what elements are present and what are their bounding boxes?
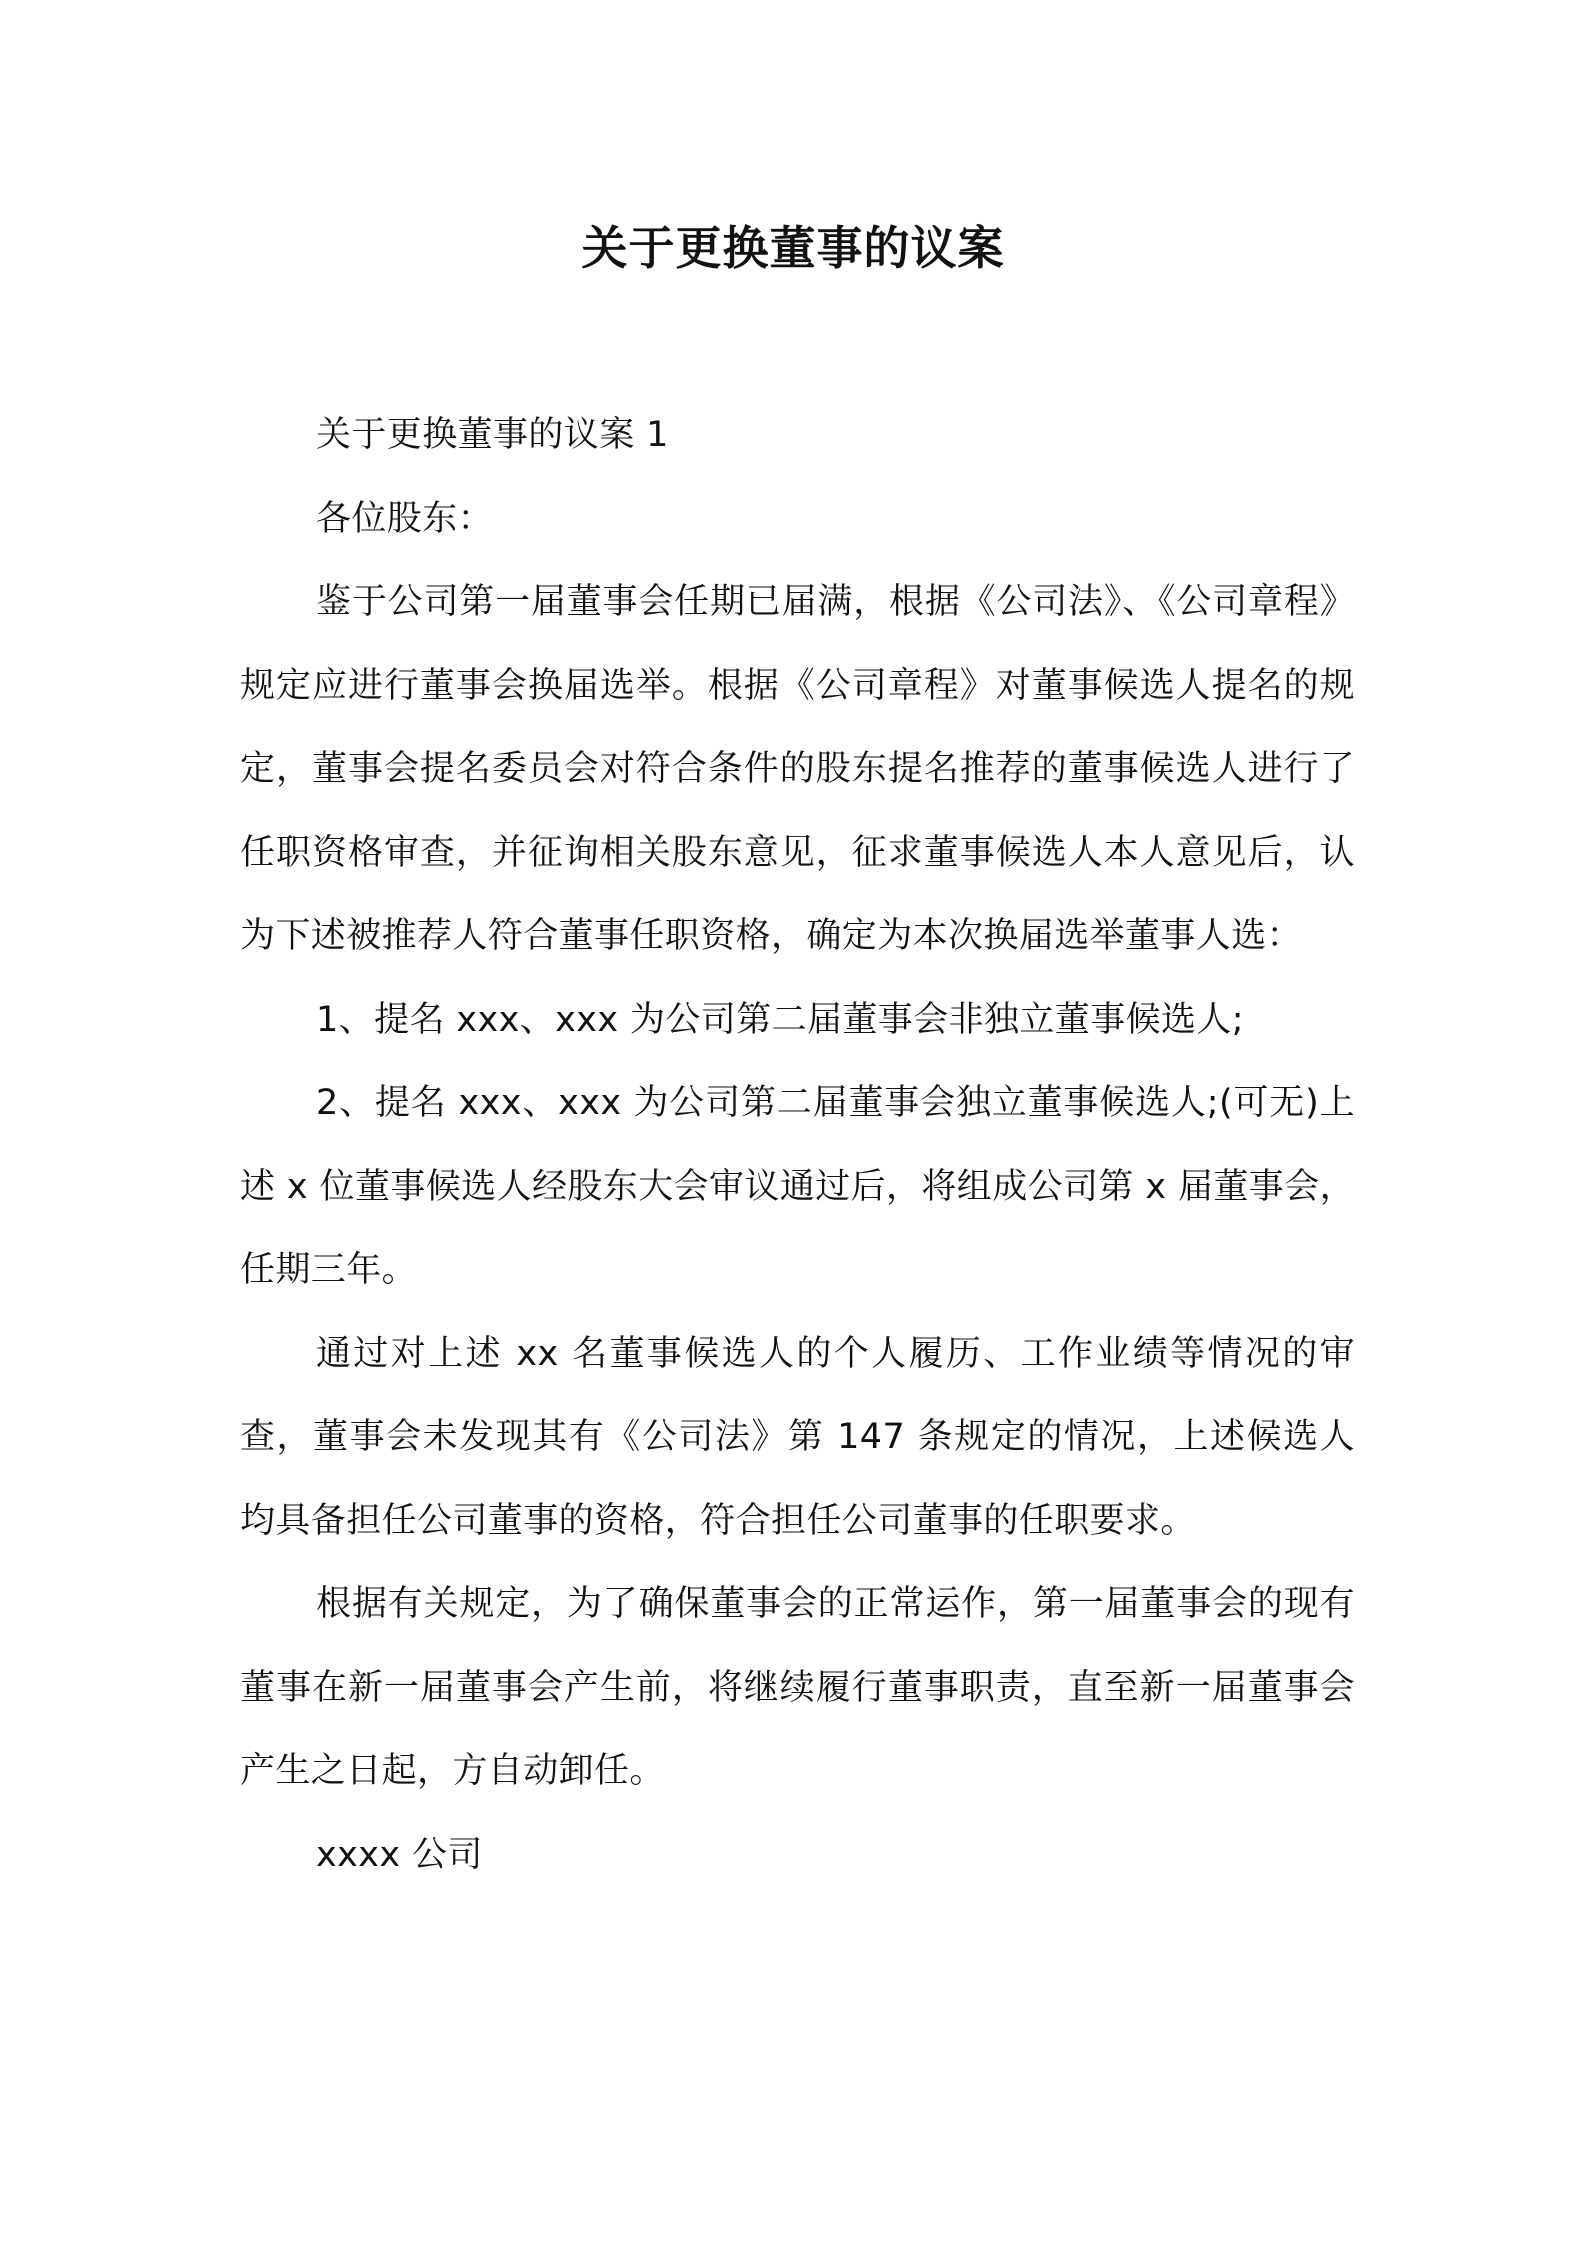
nomination-item-2: 2、提名 xxx、xxx 为公司第二届董事会独立董事候选人;(可无)上述 x 位董事候选人经股东大会审议通过后，将组成公司第 x 届董事会，任期三年。 xyxy=(240,1083,1355,1290)
review-paragraph: 通过对上述 xx 名董事候选人的个人履历、工作业绩等情况的审查，董事会未发现其有《公司法》第 147 条规定的情况，上述候选人均具备担任公司董事的资格，符合担任公司董事的任职要求。 xyxy=(240,1333,1355,1541)
salutation: 各位股东： xyxy=(316,498,494,539)
proposal-heading: 关于更换董事的议案 1 xyxy=(316,415,669,455)
document-body xyxy=(240,394,1355,1897)
nomination-item-1: 1、提名 xxx、xxx 为公司第二届董事会非独立董事候选人; xyxy=(316,999,1244,1040)
transition-paragraph: 根据有关规定，为了确保董事会的正常运作，第一届董事会的现有董事在新一届董事会产生前，将继续履行董事职责，直至新一届董事会产生之日起，方自动卸任。 xyxy=(240,1584,1355,1791)
document-title: 关于更换董事的议案 xyxy=(581,221,1005,275)
company-signature: xxxx 公司 xyxy=(316,1834,483,1875)
background-paragraph: 鉴于公司第一届董事会任期已届满，根据《公司法》、《公司章程》规定应进行董事会换届选举。根据《公司章程》对董事候选人提名的规定，董事会提名委员会对符合条件的股东提名推荐的董事候选人进行了任职资格审查，并征询相关股东意见，征求董事候选人本人意见后，认为下述被推荐人符合董事任职资格，确定为本次换届选举董事人选： xyxy=(240,582,1355,956)
